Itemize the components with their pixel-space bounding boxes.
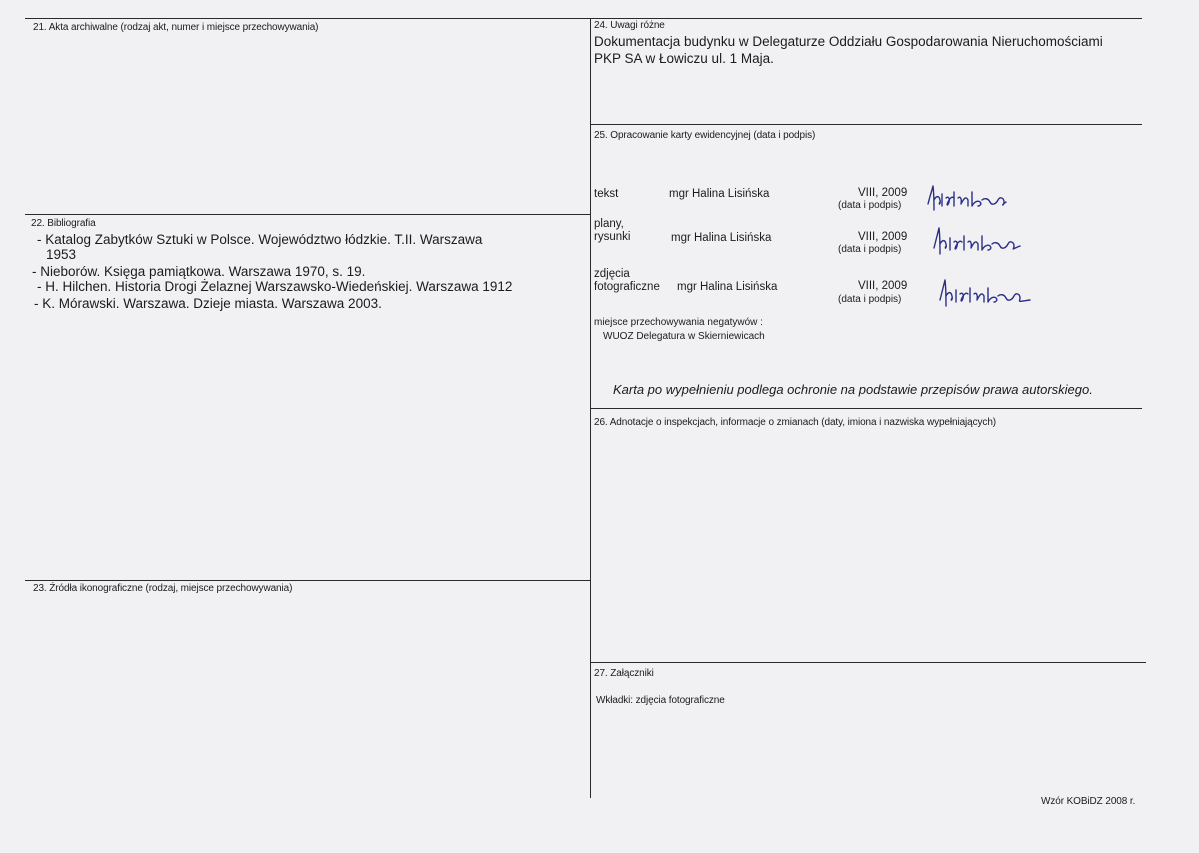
form-model-note: Wzór KOBiDZ 2008 r.: [1041, 796, 1136, 807]
remarks-line-1: Dokumentacja budynku w Delegaturze Oddziału Gospodarowania Nieruchomościami: [594, 34, 1103, 49]
row-photos-date-note: (data i podpis): [838, 294, 902, 305]
bibliography-item-1: - Katalog Zabytków Sztuki w Polsce. Województwo łódzkie. T.II. Warszawa: [37, 232, 483, 247]
section-27-label: 27. Załączniki: [594, 668, 654, 679]
row-photos-author: mgr Halina Lisińska: [677, 281, 778, 293]
section-25-label: 25. Opracowanie karty ewidencyjnej (data i podpis): [594, 130, 816, 141]
row-plans-category-2: rysunki: [594, 231, 631, 243]
section-26-label: 26. Adnotacje o inspekcjach, informacje o zmianach (daty, imiona i nazwiska wypełniających): [594, 417, 997, 428]
bibliography-item-4: - K. Mórawski. Warszawa. Dzieje miasta. Warszawa 2003.: [34, 296, 382, 311]
row-text-date: VIII, 2009: [858, 187, 908, 199]
divider-22-23: [25, 580, 590, 581]
signature-1: [924, 182, 1014, 216]
row-plans-category-1: plany,: [594, 218, 624, 230]
section-22-label: 22. Bibliografia: [31, 218, 96, 229]
row-photos-category-2: fotograficzne: [594, 281, 660, 293]
bibliography-item-2: - Nieborów. Księga pamiątkowa. Warszawa 1970, s. 19.: [32, 264, 366, 279]
divider-24-25: [590, 124, 1142, 125]
bibliography-item-1-cont: 1953: [46, 247, 77, 262]
attachments-content: Wkładki: zdjęcia fotograficzne: [596, 695, 725, 706]
copyright-note: Karta po wypełnieniu podlega ochronie na podstawie przepisów prawa autorskiego.: [613, 382, 1093, 397]
signature-3: [936, 276, 1036, 310]
row-text-author: mgr Halina Lisińska: [669, 188, 770, 200]
row-photos-category-1: zdjęcia: [594, 268, 630, 280]
row-photos-date: VIII, 2009: [858, 280, 908, 292]
bibliography-item-3: - H. Hilchen. Historia Drogi Żelaznej Warszawsko-Wiedeńskiej. Warszawa 1912: [37, 279, 513, 294]
top-border: [25, 18, 1142, 19]
negatives-label: miejsce przechowywania negatywów :: [594, 317, 763, 328]
divider-21-22: [25, 214, 590, 215]
section-24-label: 24. Uwagi różne: [594, 20, 665, 31]
row-plans-date: VIII, 2009: [858, 231, 908, 243]
section-21-label: 21. Akta archiwalne (rodzaj akt, numer i miejsce przechowywania): [33, 22, 319, 33]
row-text-category: tekst: [594, 188, 619, 200]
row-plans-author: mgr Halina Lisińska: [671, 232, 772, 244]
divider-25-26: [590, 408, 1142, 409]
row-text-date-note: (data i podpis): [838, 200, 902, 211]
signature-2: [930, 224, 1030, 258]
divider-26-27: [590, 662, 1146, 663]
negatives-value: WUOZ Delegatura w Skierniewicach: [603, 331, 765, 342]
remarks-line-2: PKP SA w Łowiczu ul. 1 Maja.: [594, 51, 774, 66]
section-23-label: 23. Źródła ikonograficzne (rodzaj, miejsce przechowywania): [33, 583, 293, 594]
row-plans-date-note: (data i podpis): [838, 244, 902, 255]
